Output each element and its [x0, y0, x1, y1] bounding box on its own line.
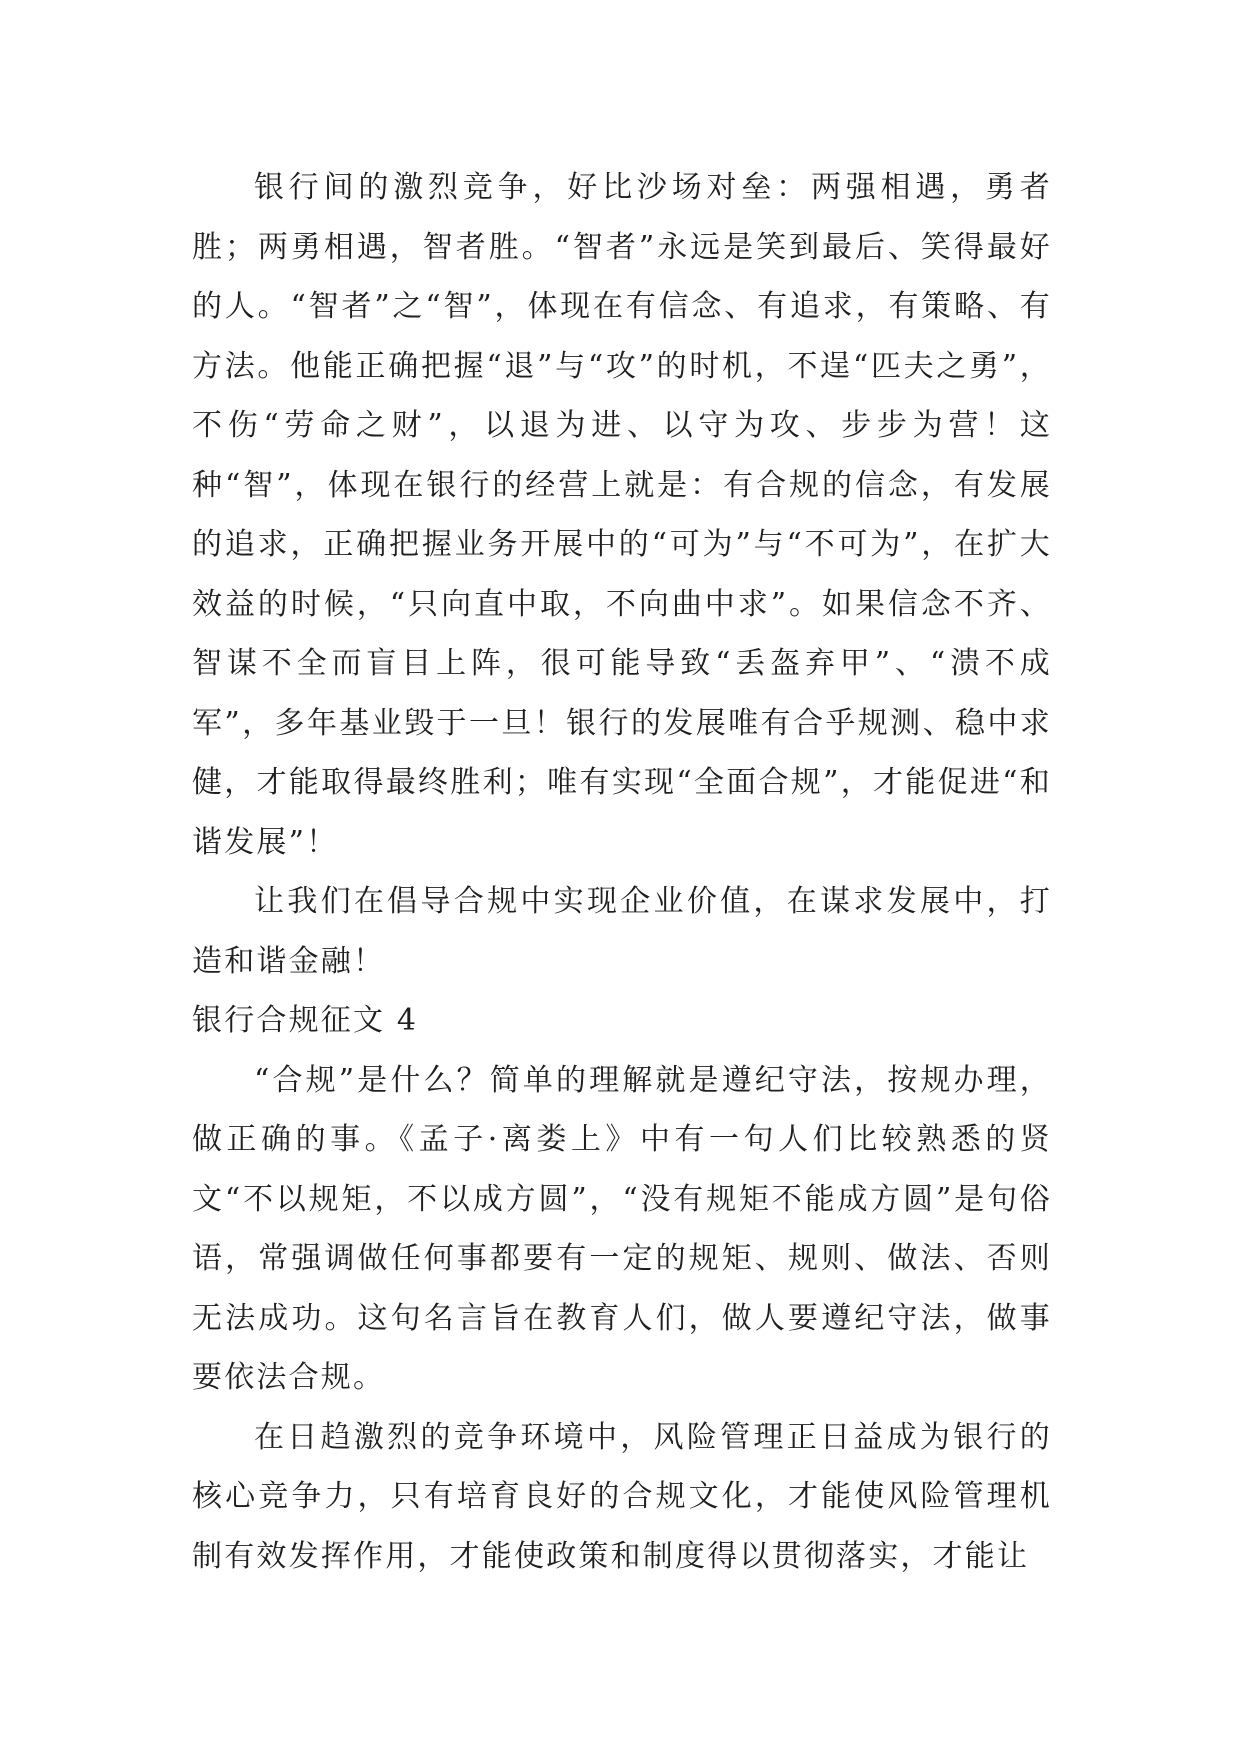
paragraph-harmony: 让我们在倡导合规中实现企业价值，在谋求发展中，打造和谐金融！ — [192, 884, 1052, 979]
paragraph-risk-management: 在日趋激烈的竞争环境中，风险管理正日益成为银行的核心竞争力，只有培育良好的合规文化，才能使风险管理机制有效发挥作用，才能使政策和制度得以贯彻落实，才能让 — [192, 1419, 1052, 1574]
paragraph-compliance-definition: “合规”是什么？简单的理解就是遵纪守法，按规办理，做正确的事。《孟子·离娄上》中有一句人们比较熟悉的贤文“不以规矩，不以成方圆”，“没有规矩不能成方圆”是句俗语，常强调做任何事都要有一定的规矩、规则、做法、否则无法成功。这句名言旨在教育人们，做人要遵纪守法，做事要依法合规。 — [192, 1062, 1052, 1395]
document-body — [192, 158, 1052, 1586]
section-heading: 银行合规征文 4 — [192, 1003, 419, 1038]
paragraph-competition: 银行间的激烈竞争，好比沙场对垒：两强相遇，勇者胜；两勇相遇，智者胜。“智者”永远是笑到最后、笑得最好的人。“智者”之“智”，体现在有信念、有追求，有策略、有方法。他能正确把握“退”与“攻”的时机，不逞“匹夫之勇”，不伤“劳命之财”，以退为进、以守为攻、步步为营！这种“智”，体现在银行的经营上就是：有合规的信念，有发展的追求，正确把握业务开展中的“可为”与“不可为”，在扩大效益的时候，“只向直中取，不向曲中求”。如果信念不齐、智谋不全而盲目上阵，很可能导致“丢盔弃甲”、“溃不成军”，多年基业毁于一旦！银行的发展唯有合乎规测、稳中求健，才能取得最终胜利；唯有实现“全面合规”，才能促进“和谐发展”！ — [192, 170, 1052, 860]
